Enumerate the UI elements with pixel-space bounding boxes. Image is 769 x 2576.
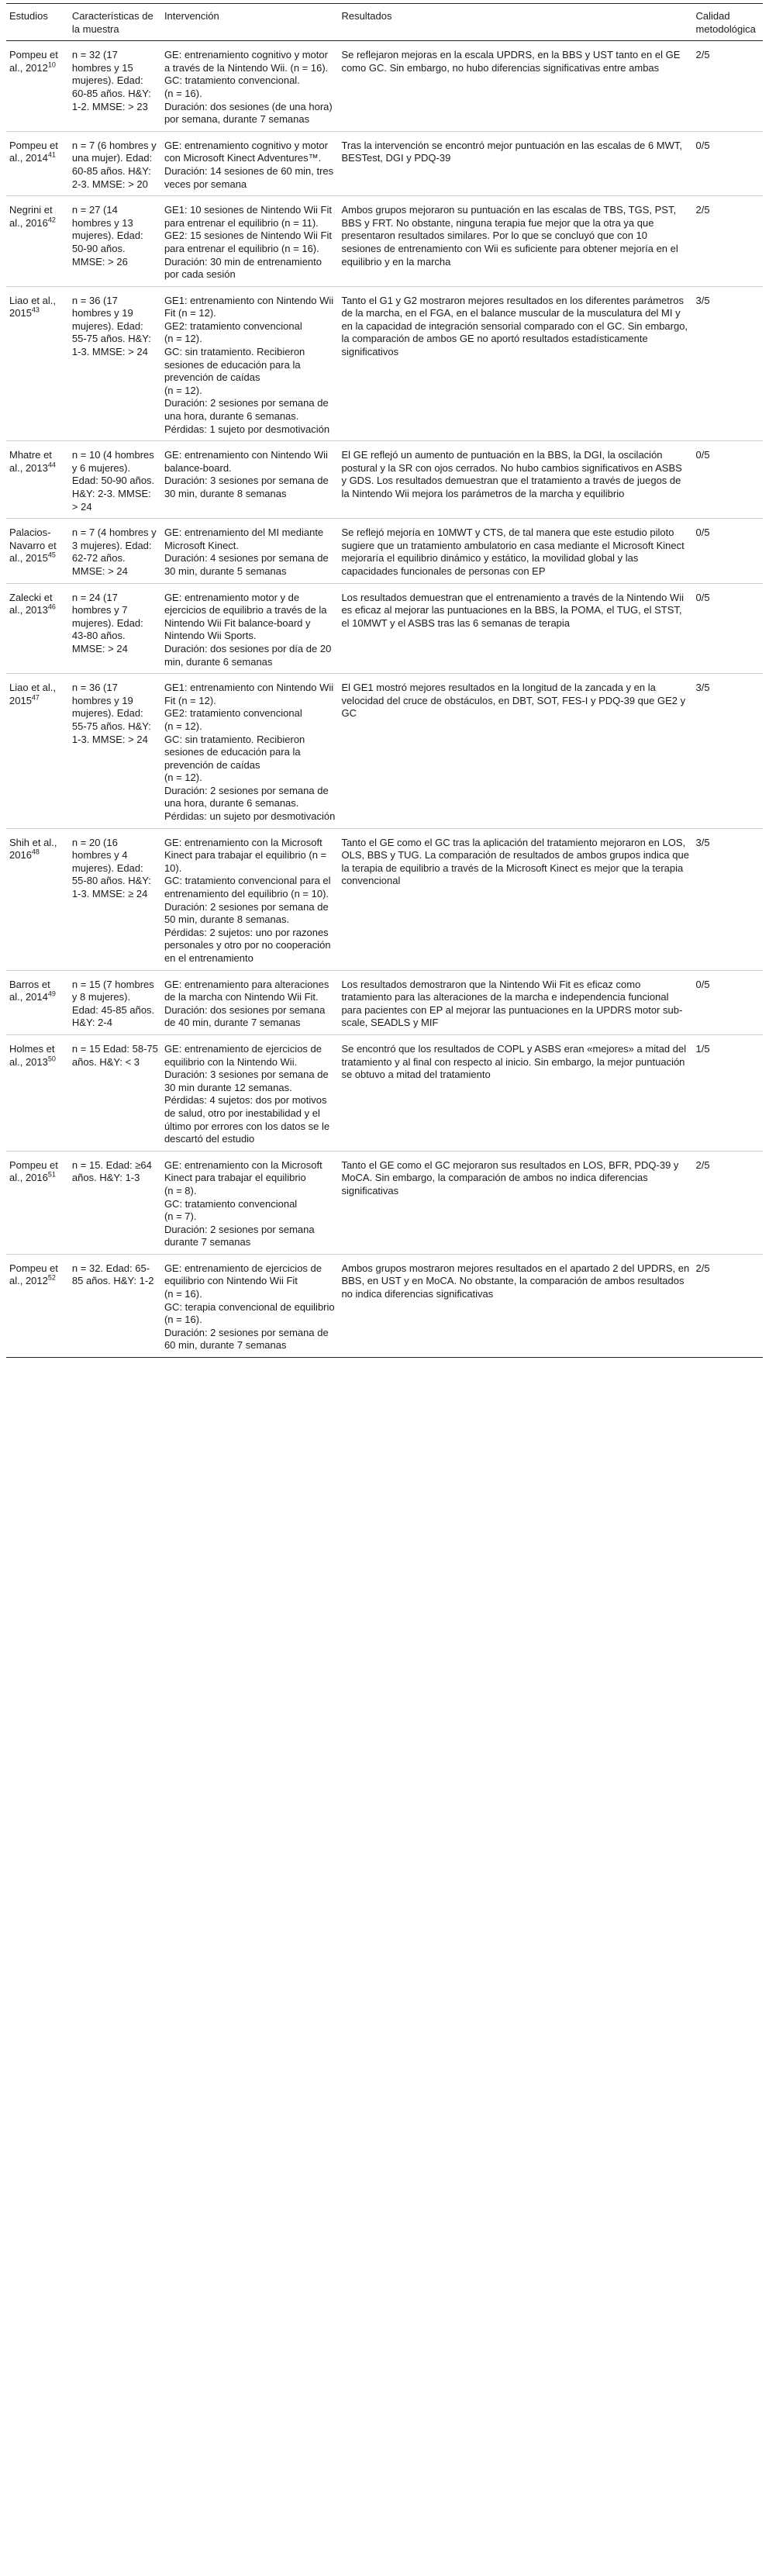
- table-body: [6, 41, 763, 1358]
- results-cell: Tanto el GE como el GC tras la aplicación del tratamiento mejoraron en LOS, OLS, BBS y TUG. La comparación de resultados de ambos grupos indica que la terapia de equilibrio a través de la Microsoft Kinect es mejor que la terapia convencional: [341, 836, 689, 887]
- study-name: Pompeu et al., 2016: [9, 1159, 58, 1184]
- reference-number: 47: [31, 693, 40, 702]
- results-cell: Los resultados demostraron que la Nintendo Wii Fit es eficaz como tratamiento para las alteraciones de la marcha e independencia funcional para pacientes con EP al mejorar las puntuaciones en la UPDRS motor sub-scale, SEADLS y MIF: [341, 978, 683, 1029]
- study-name: Zalecki et al., 2013: [9, 591, 53, 616]
- study-name: Holmes et al., 2013: [9, 1042, 55, 1068]
- study-name: Barros et al., 2014: [9, 978, 50, 1003]
- reference-number: 45: [47, 551, 56, 560]
- sample-characteristics-cell: n = 36 (17 hombres y 19 mujeres). Edad: 55-75 años. H&Y: 1-3. MMSE: > 24: [71, 294, 151, 358]
- study-cell: [6, 1151, 69, 1254]
- reference-number: 43: [31, 306, 40, 314]
- reference-number: 44: [47, 461, 56, 469]
- reference-number: 49: [47, 989, 56, 998]
- reference-number: 41: [47, 151, 56, 160]
- sample-characteristics-cell: n = 36 (17 hombres y 19 mujeres). Edad: 55-75 años. H&Y: 1-3. MMSE: > 24: [71, 682, 151, 745]
- results-cell: Ambos grupos mostraron mejores resultados en el apartado 2 del UPDRS, en BBS, en UST y en MoCA. No obstante, la comparación de ambos resultados no indica diferencias significativas: [341, 1262, 690, 1300]
- table-row: [6, 286, 763, 441]
- quality-cell: 3/5: [695, 836, 710, 848]
- table-row: [6, 1151, 763, 1254]
- table-header: [6, 4, 763, 41]
- header-intervention: Intervención: [161, 4, 339, 41]
- sample-characteristics-cell: n = 10 (4 hombres y 6 mujeres). Edad: 50-90 años. H&Y: 2-3. MMSE: > 24: [71, 449, 155, 513]
- studies-table: [6, 3, 763, 1358]
- intervention-cell: GE: entrenamiento con la Microsoft Kinect para trabajar el equilibrio (n = 10). GC: tratamiento convencional para el entrenamiento del equilibrio (n = 10). Duración: 2 sesiones por semana de 50 min, durante 8 semanas. Pérdidas: 2 sujetos: uno por razones personales y otro por no cooperación en el entrenamiento: [164, 836, 331, 964]
- study-cell: [6, 41, 69, 132]
- reference-number: 51: [47, 1170, 56, 1179]
- quality-cell: 2/5: [695, 49, 710, 61]
- study-cell: [6, 131, 69, 195]
- study-cell: [6, 1254, 69, 1357]
- quality-cell: 0/5: [695, 449, 710, 461]
- quality-cell: 0/5: [695, 527, 710, 539]
- sample-characteristics-cell: n = 15 Edad: 58-75 años. H&Y: < 3: [71, 1042, 158, 1068]
- quality-cell: 1/5: [695, 1042, 710, 1055]
- study-name: Pompeu et al., 2012: [9, 1262, 58, 1287]
- table-row: [6, 441, 763, 519]
- study-name: Mhatre et al., 2013: [9, 449, 52, 474]
- table-row: [6, 519, 763, 583]
- reference-number: 46: [47, 603, 56, 611]
- study-name: Pompeu et al., 2014: [9, 139, 58, 164]
- header-row: [6, 4, 763, 41]
- sample-characteristics-cell: n = 7 (6 hombres y una mujer). Edad: 60-85 años. H&Y: 2-3. MMSE: > 20: [71, 139, 157, 190]
- quality-cell: 2/5: [695, 1159, 710, 1171]
- results-cell: Se reflejaron mejoras en la escala UPDRS, en la BBS y UST tanto en el GE como GC. Sin embargo, no hubo diferencias significativas entre ambas: [341, 49, 681, 74]
- study-cell: [6, 196, 69, 287]
- results-cell: Se reflejó mejoría en 10MWT y CTS, de tal manera que este estudio piloto sugiere que un tratamiento ambulatorio en casa mediante el Microsoft Kinect mejoraría el equilibrio dinámico y estático, la movilidad global y las capacidades funcionales de personas con EP: [341, 527, 685, 577]
- study-name: Liao et al., 2015: [9, 682, 56, 706]
- table-row: [6, 1034, 763, 1151]
- study-cell: [6, 519, 69, 583]
- table-row: [6, 131, 763, 195]
- results-cell: Los resultados demuestran que el entrenamiento a través de la Nintendo Wii es eficaz al mejorar las puntuaciones en la BBS, la POMA, el TUG, el STST, el 10MWT y el ASBS tras las 6 semanas de terapia: [341, 591, 684, 629]
- intervention-cell: GE1: entrenamiento con Nintendo Wii Fit (n = 12). GE2: tratamiento convencional (n = 12). GC: sin tratamiento. Recibieron sesiones de educación para la prevención de caídas (n = 12). Duración: 2 sesiones por semana de una hora, durante 6 semanas. Pérdidas: un sujeto por desmotivación: [164, 682, 336, 823]
- quality-cell: 2/5: [695, 204, 710, 216]
- intervention-cell: GE: entrenamiento para alteraciones de la marcha con Nintendo Wii Fit. Duración: dos sesiones por semana de 40 min, durante 7 semanas: [164, 978, 329, 1029]
- sample-characteristics-cell: n = 27 (14 hombres y 13 mujeres). Edad: 50-90 años. MMSE: > 26: [71, 204, 143, 268]
- intervention-cell: GE: entrenamiento cognitivo y motor a través de la Nintendo Wii. (n = 16). GC: tratamiento convencional. (n = 16). Duración: dos sesiones (de una hora) por semana, durante 7 semanas: [164, 49, 333, 126]
- sample-characteristics-cell: n = 15 (7 hombres y 8 mujeres). Edad: 45-85 años. H&Y: 2-4: [71, 978, 155, 1029]
- header-quality: Calidad metodológica: [693, 4, 764, 41]
- study-name: Negrini et al., 2016: [9, 204, 53, 229]
- reference-number: 52: [47, 1274, 56, 1283]
- table-row: [6, 196, 763, 287]
- intervention-cell: GE: entrenamiento con la Microsoft Kinect para trabajar el equilibrio (n = 8). GC: tratamiento convencional (n = 7). Duración: 2 sesiones por semana durante 7 semanas: [164, 1159, 322, 1248]
- study-cell: [6, 674, 69, 829]
- header-results: Resultados: [338, 4, 692, 41]
- reference-number: 42: [47, 216, 56, 224]
- study-cell: [6, 583, 69, 674]
- intervention-cell: GE1: entrenamiento con Nintendo Wii Fit (n = 12). GE2: tratamiento convencional (n = 12). GC: sin tratamiento. Recibieron sesiones de educación para la prevención de caídas (n = 12). Duración: 2 sesiones por semana de una hora, durante 6 semanas. Pérdidas: 1 sujeto por desmotivación: [164, 294, 334, 435]
- intervention-cell: GE: entrenamiento del MI mediante Microsoft Kinect. Duración: 4 sesiones por semana de 30 min, durante 5 semanas: [164, 527, 329, 577]
- intervention-cell: GE1: 10 sesiones de Nintendo Wii Fit para entrenar el equilibrio (n = 11). GE2: 15 sesiones de Nintendo Wii Fit para entrenar el equilibrio (n = 16). Duración: 30 min de entrenamiento por cada sesión: [164, 204, 332, 281]
- table-row: [6, 674, 763, 829]
- table-row: [6, 583, 763, 674]
- sample-characteristics-cell: n = 7 (4 hombres y 3 mujeres). Edad: 62-72 años. MMSE: > 24: [71, 527, 157, 577]
- table-row: [6, 970, 763, 1034]
- study-name: Shih et al., 2016: [9, 836, 57, 862]
- results-cell: El GE reflejó un aumento de puntuación en la BBS, la DGI, la oscilación postural y la SR con ojos cerrados. No hubo cambios significativos en ASBS y GDS. Los resultados demuestran que el tratamiento a través de juegos de la Nintendo Wii mejora los parámetros de la marcha y equilibrio: [341, 449, 682, 499]
- header-studies: Estudios: [6, 4, 69, 41]
- study-name: Pompeu et al., 2012: [9, 49, 58, 74]
- results-cell: Se encontró que los resultados de COPL y ASBS eran «mejores» a mitad del tratamiento y al final con respecto al inicio. Sin embargo, la mejor puntuación se obtuvo a mitad del tratamiento: [341, 1042, 687, 1081]
- results-cell: Tanto el GE como el GC mejoraron sus resultados en LOS, BFR, PDQ-39 y MoCA. Sin embargo, la comparación de ambos no indica diferencias significativas: [341, 1159, 679, 1196]
- sample-characteristics-cell: n = 15. Edad: ≥64 años. H&Y: 1-3: [71, 1159, 152, 1184]
- study-name: Palacios-Navarro et al., 2015: [9, 527, 57, 565]
- sample-characteristics-cell: n = 32. Edad: 65-85 años. H&Y: 1-2: [71, 1262, 154, 1287]
- intervention-cell: GE: entrenamiento motor y de ejercicios de equilibrio a través de la Nintendo Wii Fit balance-board y Nintendo Wii Sports. Duración: dos sesiones por día de 20 min, durante 6 semanas: [164, 591, 332, 668]
- study-cell: [6, 286, 69, 441]
- sample-characteristics-cell: n = 32 (17 hombres y 15 mujeres). Edad: 60-85 años. H&Y: 1-2. MMSE: > 23: [71, 49, 151, 112]
- reference-number: 10: [47, 60, 56, 69]
- results-cell: El GE1 mostró mejores resultados en la longitud de la zancada y en la velocidad del cruce de obstáculos, en DBT, SOT, FES-I y PDQ-39 que GE2 y GC: [341, 682, 686, 720]
- study-cell: [6, 1034, 69, 1151]
- quality-cell: 0/5: [695, 978, 710, 990]
- quality-cell: 3/5: [695, 294, 710, 306]
- quality-cell: 3/5: [695, 682, 710, 694]
- intervention-cell: GE: entrenamiento cognitivo y motor con Microsoft Kinect Adventures™. Duración: 14 sesiones de 60 min, tres veces por semana: [164, 139, 334, 190]
- study-name: Liao et al., 2015: [9, 294, 56, 319]
- results-cell: Tras la intervención se encontró mejor puntuación en las escalas de 6 MWT, BESTest, DGI y PDQ-39: [341, 139, 683, 164]
- table-row: [6, 828, 763, 970]
- quality-cell: 2/5: [695, 1262, 710, 1274]
- study-cell: [6, 441, 69, 519]
- intervention-cell: GE: entrenamiento de ejercicios de equilibrio con Nintendo Wii Fit (n = 16). GC: terapia convencional de equilibrio (n = 16). Duración: 2 sesiones por semana de 60 min, durante 7 semanas: [164, 1262, 335, 1352]
- header-characteristics: Características de la muestra: [69, 4, 161, 41]
- study-cell: [6, 970, 69, 1034]
- sample-characteristics-cell: n = 20 (16 hombres y 4 mujeres). Edad: 55-80 años. H&Y: 1-3. MMSE: ≥ 24: [71, 836, 151, 900]
- reference-number: 50: [47, 1055, 56, 1063]
- quality-cell: 0/5: [695, 591, 710, 603]
- table-row: [6, 41, 763, 132]
- reference-number: 48: [31, 848, 40, 856]
- quality-cell: 0/5: [695, 139, 710, 151]
- intervention-cell: GE: entrenamiento con Nintendo Wii balance-board. Duración: 3 sesiones por semana de 30 min, durante 8 semanas: [164, 449, 329, 499]
- sample-characteristics-cell: n = 24 (17 hombres y 7 mujeres). Edad: 43-80 años. MMSE: > 24: [71, 591, 143, 654]
- results-cell: Tanto el G1 y G2 mostraron mejores resultados en los diferentes parámetros de la marcha, en el FGA, en el balance muscular de la musculatura del MI y en la capacidad de integración sensorial comparado con el GC. Sin embargo, la comparación de ambos GE no aportó resultados estadísticamente significativos: [341, 294, 688, 358]
- intervention-cell: GE: entrenamiento de ejercicios de equilibrio con la Nintendo Wii. Duración: 3 sesiones por semana de 30 min durante 12 semanas. Pérdidas: 4 sujetos: dos por motivos de salud, otro por inestabilidad y el último por errores con los datos se le descartó del estudio: [164, 1042, 330, 1145]
- results-cell: Ambos grupos mejoraron su puntuación en las escalas de TBS, TGS, PST, BBS y FRT. No obstante, ninguna terapia fue mejor que la otra ya que presentaron resultados similares. Por lo que se concluyó que con 10 sesiones de entrenamiento con Wii es suficiente para obtener mejoría en el equilibrio y en la marcha: [341, 204, 678, 268]
- table-row: [6, 1254, 763, 1357]
- study-cell: [6, 828, 69, 970]
